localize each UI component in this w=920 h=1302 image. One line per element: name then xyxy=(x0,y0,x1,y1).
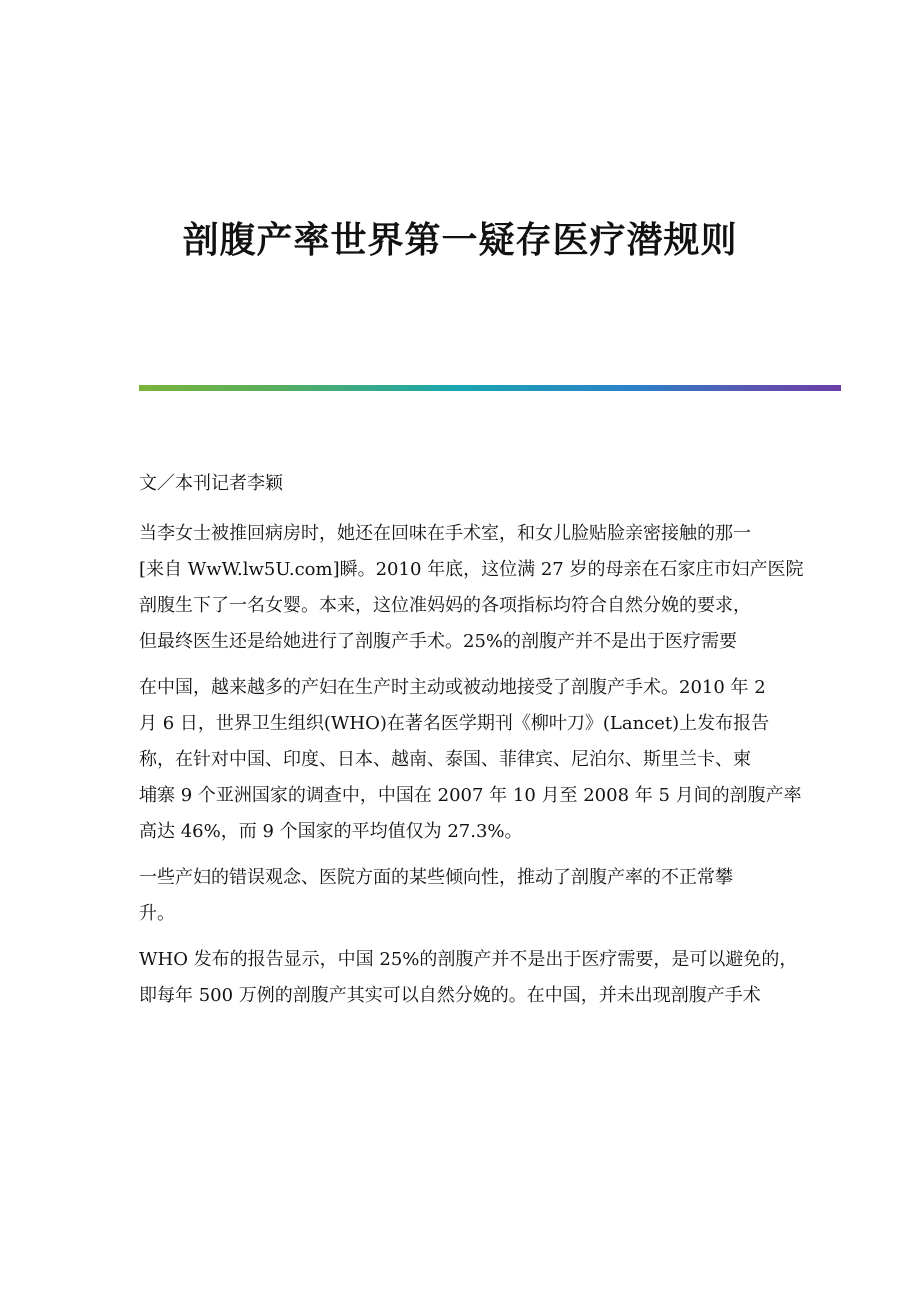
paragraph-line: 升。 xyxy=(139,903,175,924)
paragraph-line: 一些产妇的错误观念、医院方面的某些倾向性，推动了剖腹产率的不正常攀 xyxy=(139,867,733,888)
article-body xyxy=(139,466,804,1024)
paragraph-line: 剖腹生下了一名女婴。本来，这位准妈妈的各项指标均符合自然分娩的要求， xyxy=(139,595,751,616)
paragraph-line: WHO 发布的报告显示，中国 25%的剖腹产并不是出于医疗需要，是可以避免的， xyxy=(139,949,798,970)
paragraph-line: 在中国，越来越多的产妇在生产时主动或被动地接受了剖腹产手术。2010 年 2 xyxy=(139,677,766,698)
paragraph-line: 埔寨 9 个亚洲国家的调查中，中国在 2007 年 10 月至 2008 年 5 月间的剖腹产率 xyxy=(139,785,802,806)
paragraph-4 xyxy=(139,942,798,1014)
paragraph-line: 月 6 日，世界卫生组织(WHO)在著名医学期刊《柳叶刀》(Lancet)上发布报告 xyxy=(139,713,770,734)
document-title: 剖腹产率世界第一疑存医疗潜规则 xyxy=(182,219,738,261)
paragraph-line: 称，在针对中国、印度、日本、越南、泰国、菲律宾、尼泊尔、斯里兰卡、柬 xyxy=(139,749,751,770)
paragraph-line: 即每年 500 万例的剖腹产其实可以自然分娩的。在中国，并未出现剖腹产手术 xyxy=(139,985,761,1006)
paragraph-line: 但最终医生还是给她进行了剖腹产手术。25%的剖腹产并不是出于医疗需要 xyxy=(139,631,738,652)
paragraph-1 xyxy=(139,516,804,660)
title-divider xyxy=(139,385,841,391)
byline: 文／本刊记者李颖 xyxy=(139,473,283,494)
paragraph-line: [来自 WwW.lw5U.com]瞬。2010 年底，这位满 27 岁的母亲在石家庄市妇产医院 xyxy=(139,559,804,580)
paragraph-line: 高达 46%，而 9 个国家的平均值仅为 27.3%。 xyxy=(139,821,523,842)
paragraph-2 xyxy=(139,670,802,850)
paragraph-3 xyxy=(139,860,789,932)
paragraph-line: 当李女士被推回病房时，她还在回味在手术室，和女儿脸贴脸亲密接触的那一 xyxy=(139,523,751,544)
